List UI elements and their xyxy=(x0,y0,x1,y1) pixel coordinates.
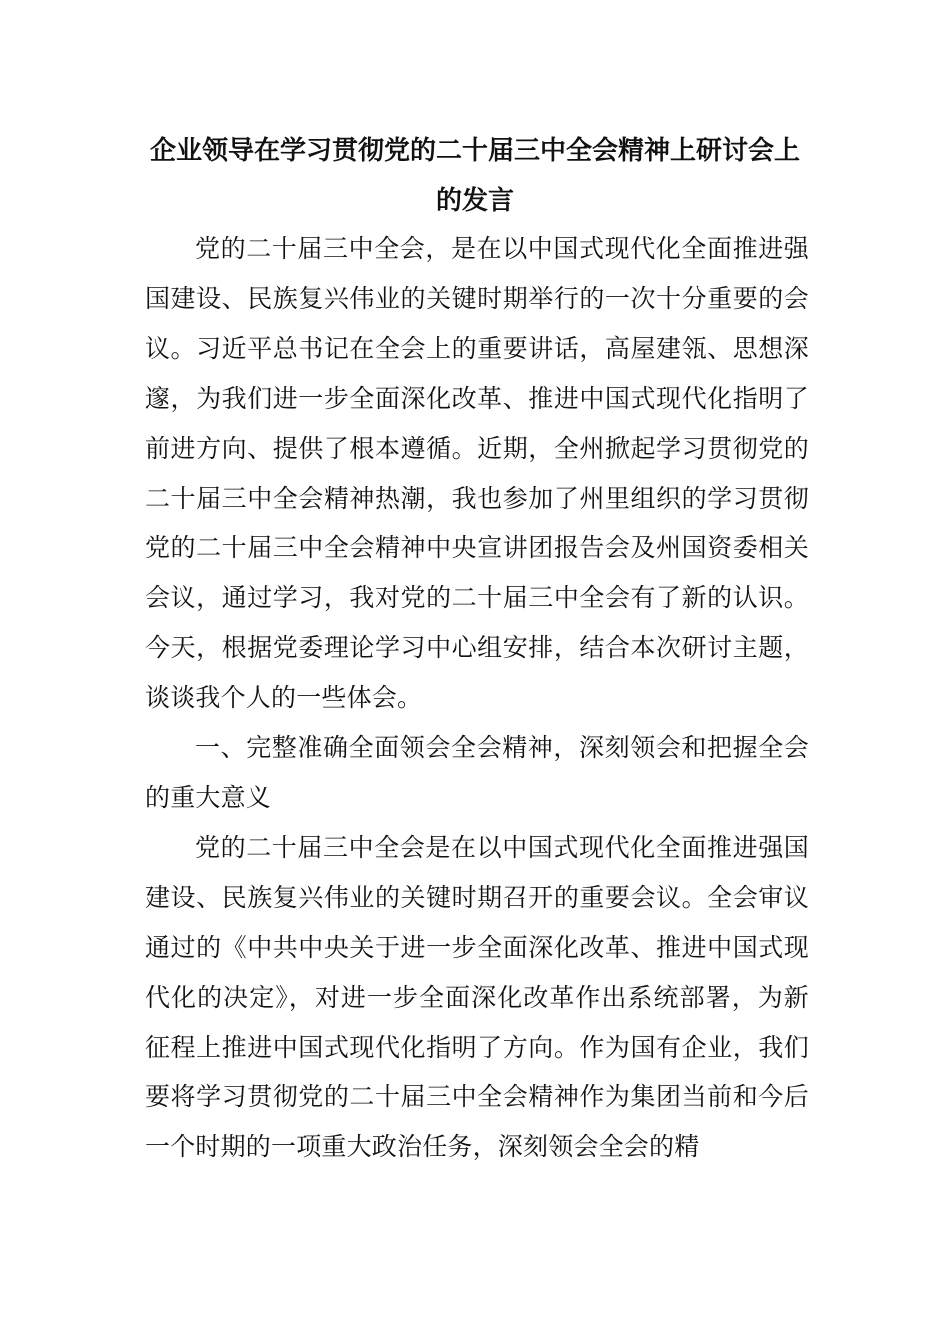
document-body xyxy=(145,224,809,1172)
section-heading-1: 一、完整准确全面领会全会精神，深刻领会和把握全会的重大意义 xyxy=(145,733,809,812)
document-title: 企业领导在学习贯彻党的二十届三中全会精神上研讨会上的发言 xyxy=(149,136,800,216)
paragraph-intro: 党的二十届三中全会，是在以中国式现代化全面推进强国建设、民族复兴伟业的关键时期举行的一次十分重要的会议。习近平总书记在全会上的重要讲话，高屋建瓴、思想深邃，为我们进一步全面深化改革、推进中国式现代化指明了前进方向、提供了根本遵循。近期，全州掀起学习贯彻党的二十届三中全会精神热潮，我也参加了州里组织的学习贯彻党的二十届三中全会精神中央宣讲团报告会及州国资委相关会议，通过学习，我对党的二十届三中全会有了新的认识。今天，根据党委理论学习中心组安排，结合本次研讨主题，谈谈我个人的一些体会。 xyxy=(145,234,809,713)
paragraph-section-1: 党的二十届三中全会是在以中国式现代化全面推进强国建设、民族复兴伟业的关键时期召开的重要会议。全会审议通过的《中共中央关于进一步全面深化改革、推进中国式现代化的决定》，对进一步全面深化改革作出系统部署，为新征程上推进中国式现代化指明了方向。作为国有企业，我们要将学习贯彻党的二十届三中全会精神作为集团当前和今后一个时期的一项重大政治任务，深刻领会全会的精 xyxy=(145,832,809,1162)
